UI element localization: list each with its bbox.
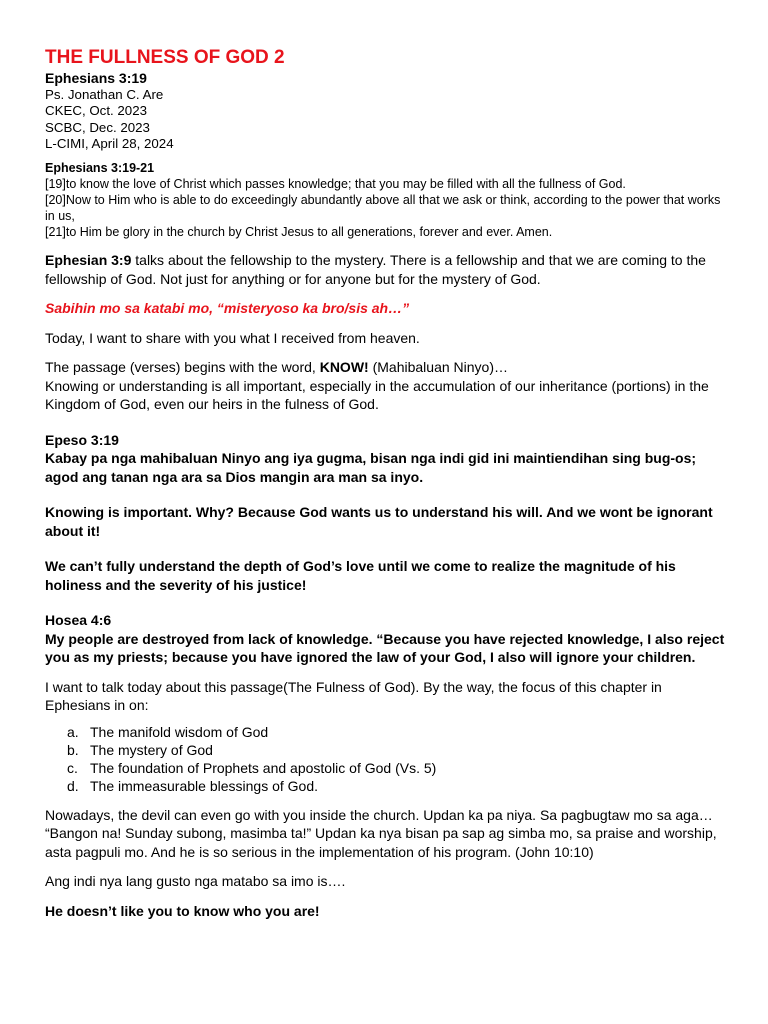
- paragraph-share: Today, I want to share with you what I received from heaven.: [45, 329, 420, 346]
- list-item-text: The foundation of Prophets and apostolic of God (Vs. 5): [90, 759, 437, 776]
- list-marker: a.: [67, 723, 79, 740]
- paragraph-devil: Nowadays, the devil can even go with you inside the church. Updan ka pa niya. Sa pagbugtaw mo sa aga… “Bangon na! Sunday subong, masimba ta!” Updan ka nya bisan pa sap ag simba mo, sa praise and worship, asta pagpuli mo. And he is so serious in the implementation of his program. (John 10:10): [45, 806, 717, 860]
- hosea-text: My people are destroyed from lack of knowledge. “Because you have rejected knowledge, I also reject you as my priests; because you have ignored the law of your God, I also will ignore your children.: [45, 630, 725, 666]
- verse-20: [20]Now to Him who is able to do exceedingly abundantly above all that we ask or think, according to the power that works in us,: [45, 193, 721, 224]
- paragraph-talk: I want to talk today about this passage(The Fulness of God). By the way, the focus of this chapter in Ephesians in on:: [45, 678, 662, 714]
- meta-line: CKEC, Oct. 2023: [45, 103, 147, 119]
- passage-text-a: The passage (verses) begins with the word,: [45, 359, 320, 376]
- list-marker: d.: [67, 777, 79, 794]
- scripture-reference: Ephesians 3:19-21: [45, 161, 155, 176]
- sermon-meta: [45, 87, 725, 152]
- callout-text: Sabihin mo sa katabi mo, “misteryoso ka bro/sis ah…”: [45, 300, 410, 317]
- document-title: THE FULLNESS OF GOD 2: [45, 47, 285, 68]
- list-item-text: The mystery of God: [90, 741, 213, 758]
- list-item-text: The manifold wisdom of God: [90, 723, 269, 740]
- list-marker: b.: [67, 741, 79, 758]
- list-item: [67, 777, 725, 795]
- paragraph-knowing-important: Knowing is important. Why? Because God wants us to understand his will. And we wont be ignorant about it!: [45, 504, 713, 539]
- paragraph-final: He doesn’t like you to know who you are!: [45, 902, 320, 919]
- verse-21: [21]to Him be glory in the church by Christ Jesus to all generations, forever and ever. Amen.: [45, 225, 553, 240]
- paragraph-gods-love: We can’t fully understand the depth of God’s love until we come to realize the magnitude of his holiness and the severity of his justice!: [45, 558, 676, 593]
- verse-19: [19]to know the love of Christ which passes knowledge; that you may be filled with all the fullness of God.: [45, 177, 626, 192]
- epeso-text: Kabay pa nga mahibaluan Ninyo ang iya gugma, bisan nga indi gid ini maintiendihan sing bug-os; agod ang tanan nga ara sa Dios mangin ara man sa inyo.: [45, 450, 697, 485]
- meta-line: Ps. Jonathan C. Are: [45, 87, 164, 102]
- meta-line: L-CIMI, April 28, 2024: [45, 135, 174, 151]
- list-item-text: The immeasurable blessings of God.: [90, 777, 318, 794]
- meta-line: SCBC, Dec. 2023: [45, 119, 150, 135]
- document-content: [45, 46, 725, 920]
- paragraph-knowing-understanding: Knowing or understanding is all important, especially in the accumulation of our inheritance (portions) in the Kingdom of God, even our heirs in the fulness of God.: [45, 377, 709, 413]
- list-item: [67, 741, 725, 759]
- scripture-verses: [45, 176, 725, 240]
- epeso-reference: Epeso 3:19: [45, 431, 119, 448]
- know-word: KNOW!: [319, 359, 369, 376]
- list-marker: c.: [67, 759, 78, 776]
- fellowship-reference: Ephesian 3:9: [45, 252, 132, 269]
- list-item: [67, 759, 725, 777]
- main-reference: Ephesians 3:19: [45, 70, 147, 86]
- paragraph-fellowship: [45, 251, 725, 288]
- hosea-reference: Hosea 4:6: [45, 612, 112, 629]
- paragraph-passage: [45, 358, 725, 377]
- fellowship-text: talks about the fellowship to the mystery. There is a fellowship and that we are coming to the fellowship of God. Not just for anything or for anyone but for the mystery of God.: [45, 252, 706, 287]
- focus-list: [45, 723, 725, 795]
- list-item: [67, 723, 725, 741]
- passage-text-b: (Mahibaluan Ninyo)…: [368, 359, 508, 376]
- paragraph-indi: Ang indi nya lang gusto nga matabo sa imo is….: [45, 873, 346, 890]
